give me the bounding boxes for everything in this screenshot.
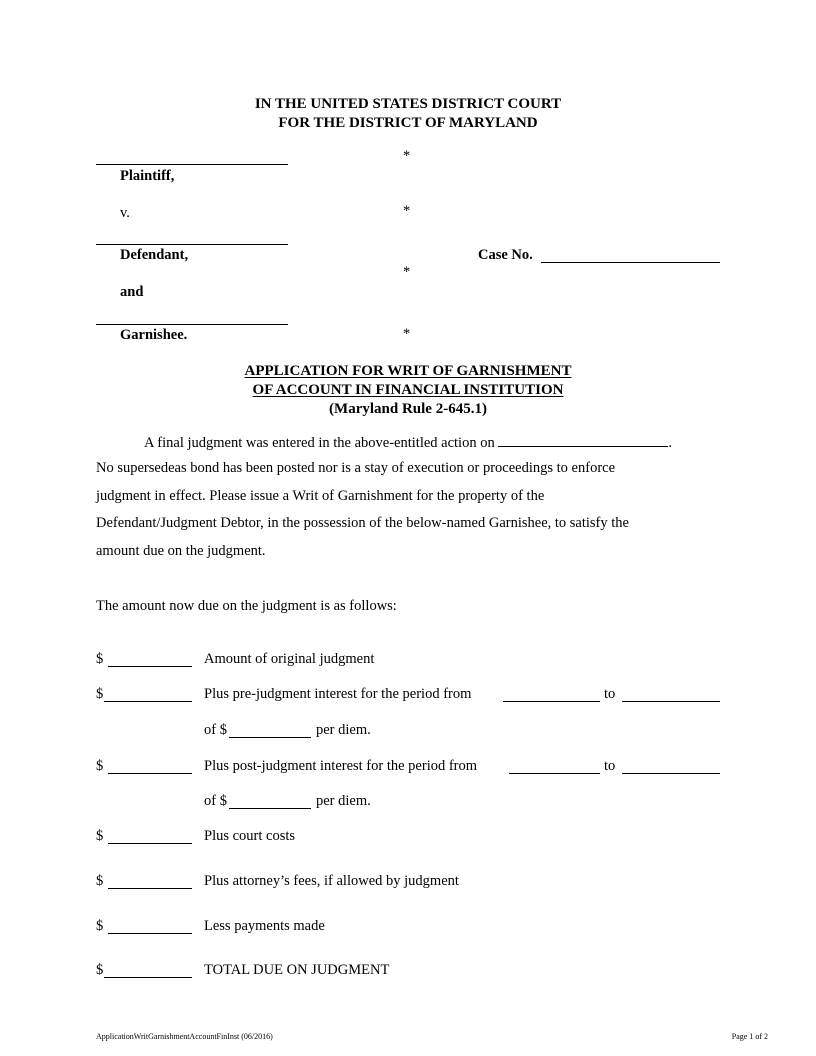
- dollar-sign: $: [96, 962, 104, 978]
- postjudgment-interest-label: Plus post-judgment interest for the period from: [204, 758, 478, 774]
- period: .: [668, 435, 672, 451]
- and-label: and: [120, 284, 144, 300]
- court-costs-amount-blank[interactable]: [108, 843, 192, 844]
- dollar-sign: $: [96, 651, 104, 667]
- document-title-line1: APPLICATION FOR WRIT OF GARNISHMENT: [244, 363, 572, 379]
- dollar-sign: $: [96, 828, 104, 844]
- case-number-label: Case No.: [478, 247, 533, 263]
- judgment-paragraph-line4: Defendant/Judgment Debtor, in the possession of the below-named Garnishee, to satisfy the: [96, 515, 629, 531]
- case-number-line[interactable]: [541, 262, 720, 263]
- per-diem-label: per diem.: [316, 793, 371, 809]
- judgment-paragraph-line3: judgment in effect. Please issue a Writ of Garnishment for the property of the: [96, 488, 545, 504]
- defendant-name-line[interactable]: [96, 244, 288, 245]
- versus-label: v.: [120, 205, 130, 221]
- per-diem-label: per diem.: [316, 722, 371, 738]
- postjudgment-from-date-blank[interactable]: [509, 773, 600, 774]
- prejudgment-interest-amount-blank[interactable]: [104, 701, 192, 702]
- judgment-paragraph-line2: No supersedeas bond has been posted nor is a stay of execution or proceedings to enforce: [96, 460, 616, 476]
- footer-form-id: ApplicationWritGarnishmentAccountFinInst (06/2016): [96, 1032, 273, 1041]
- judgment-paragraph-line5: amount due on the judgment.: [96, 543, 266, 559]
- caption-star-1: *: [403, 148, 411, 164]
- dollar-sign: $: [96, 758, 104, 774]
- court-costs-label: Plus court costs: [204, 828, 296, 844]
- judgment-paragraph-line1: [144, 432, 672, 452]
- payments-amount-blank[interactable]: [108, 933, 192, 934]
- original-judgment-label: Amount of original judgment: [204, 651, 375, 667]
- total-due-amount-blank[interactable]: [104, 977, 192, 978]
- garnishee-label: Garnishee.: [120, 327, 188, 343]
- dollar-sign: $: [96, 686, 104, 702]
- total-due-label: TOTAL DUE ON JUDGMENT: [204, 962, 390, 978]
- postjudgment-rate-label: of $: [204, 793, 227, 809]
- dollar-sign: $: [96, 918, 104, 934]
- attorney-fees-amount-blank[interactable]: [108, 888, 192, 889]
- footer-page-number: Page 1 of 2: [731, 1032, 768, 1041]
- plaintiff-label: Plaintiff,: [120, 168, 175, 184]
- to-label: to: [604, 758, 616, 774]
- court-name: IN THE UNITED STATES DISTRICT COURT: [254, 96, 562, 112]
- document-title-line2: OF ACCOUNT IN FINANCIAL INSTITUTION: [252, 382, 564, 398]
- prejudgment-from-date-blank[interactable]: [503, 701, 600, 702]
- caption-star-3: *: [403, 264, 411, 280]
- prejudgment-per-diem-blank[interactable]: [229, 737, 311, 738]
- prejudgment-interest-label: Plus pre-judgment interest for the period from: [204, 686, 472, 702]
- prejudgment-to-date-blank[interactable]: [622, 701, 720, 702]
- attorney-fees-label: Plus attorney’s fees, if allowed by judgment: [204, 873, 459, 889]
- payments-label: Less payments made: [204, 918, 325, 934]
- judgment-entered-text: A final judgment was entered in the above-entitled action on: [144, 435, 495, 451]
- judgment-date-blank[interactable]: [498, 432, 668, 447]
- court-district: FOR THE DISTRICT OF MARYLAND: [278, 115, 538, 131]
- caption-star-2: *: [403, 203, 411, 219]
- garnishee-name-line[interactable]: [96, 324, 288, 325]
- prejudgment-rate-label: of $: [204, 722, 227, 738]
- amount-due-intro: The amount now due on the judgment is as follows:: [96, 598, 397, 614]
- dollar-sign: $: [96, 873, 104, 889]
- postjudgment-interest-amount-blank[interactable]: [108, 773, 192, 774]
- postjudgment-to-date-blank[interactable]: [622, 773, 720, 774]
- to-label: to: [604, 686, 616, 702]
- maryland-rule: (Maryland Rule 2-645.1): [329, 401, 487, 417]
- defendant-label: Defendant,: [120, 247, 189, 263]
- plaintiff-name-line[interactable]: [96, 164, 288, 165]
- caption-star-4: *: [403, 326, 411, 342]
- postjudgment-per-diem-blank[interactable]: [229, 808, 311, 809]
- original-judgment-amount-blank[interactable]: [108, 666, 192, 667]
